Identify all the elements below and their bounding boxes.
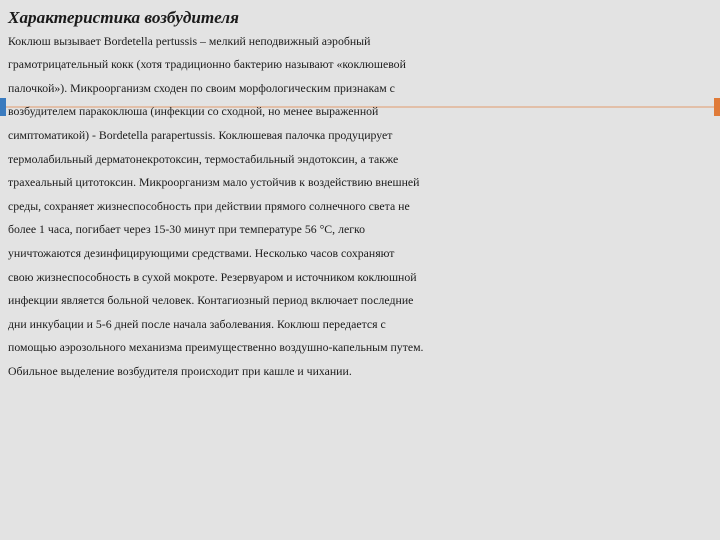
text-line: возбудителем паракоклюша (инфекции со сходной, но менее выраженной [8,104,379,119]
right-accent-bar [714,98,720,116]
text-line: инфекции является больной человек. Контагиозный период включает последние [8,293,414,308]
text-line: грамотрицательный кокк (хотя традиционно бактерию называют «коклюшевой [8,57,406,72]
text-line: трахеальный цитотоксин. Микроорганизм мало устойчив к воздействию внешней [8,175,420,190]
text-line: Обильное выделение возбудителя происходит при кашле и чихании. [8,363,352,378]
slide-heading: Характеристика возбудителя [8,8,239,27]
text-line: Коклюш вызывает Bordetella pertussis – мелкий неподвижный аэробный [8,33,371,48]
text-line: термолабильный дерматонекротоксин, термостабильный эндотоксин, а также [8,151,399,166]
text-line: среды, сохраняет жизнеспособность при действии прямого солнечного света не [8,198,410,213]
text-line: палочкой»). Микроорганизм сходен по своим морфологическим признакам с [8,80,395,95]
slide-text-block [8,6,714,384]
text-line: дни инкубации и 5-6 дней после начала заболевания. Коклюш передается с [8,316,386,331]
text-line: более 1 часа, погибает через 15-30 минут при температуре 56 °С, легко [8,222,366,237]
text-line: уничтожаются дезинфицирующими средствами. Несколько часов сохраняют [8,245,395,260]
text-line: свою жизнеспособность в сухой мокроте. Резервуаром и источником коклюшной [8,269,417,284]
text-line: помощью аэрозольного механизма преимущественно воздушно-капельным путем. [8,340,424,355]
text-line: симптоматикой) - Bordetella parapertussis. Коклюшевая палочка продуцирует [8,127,393,142]
